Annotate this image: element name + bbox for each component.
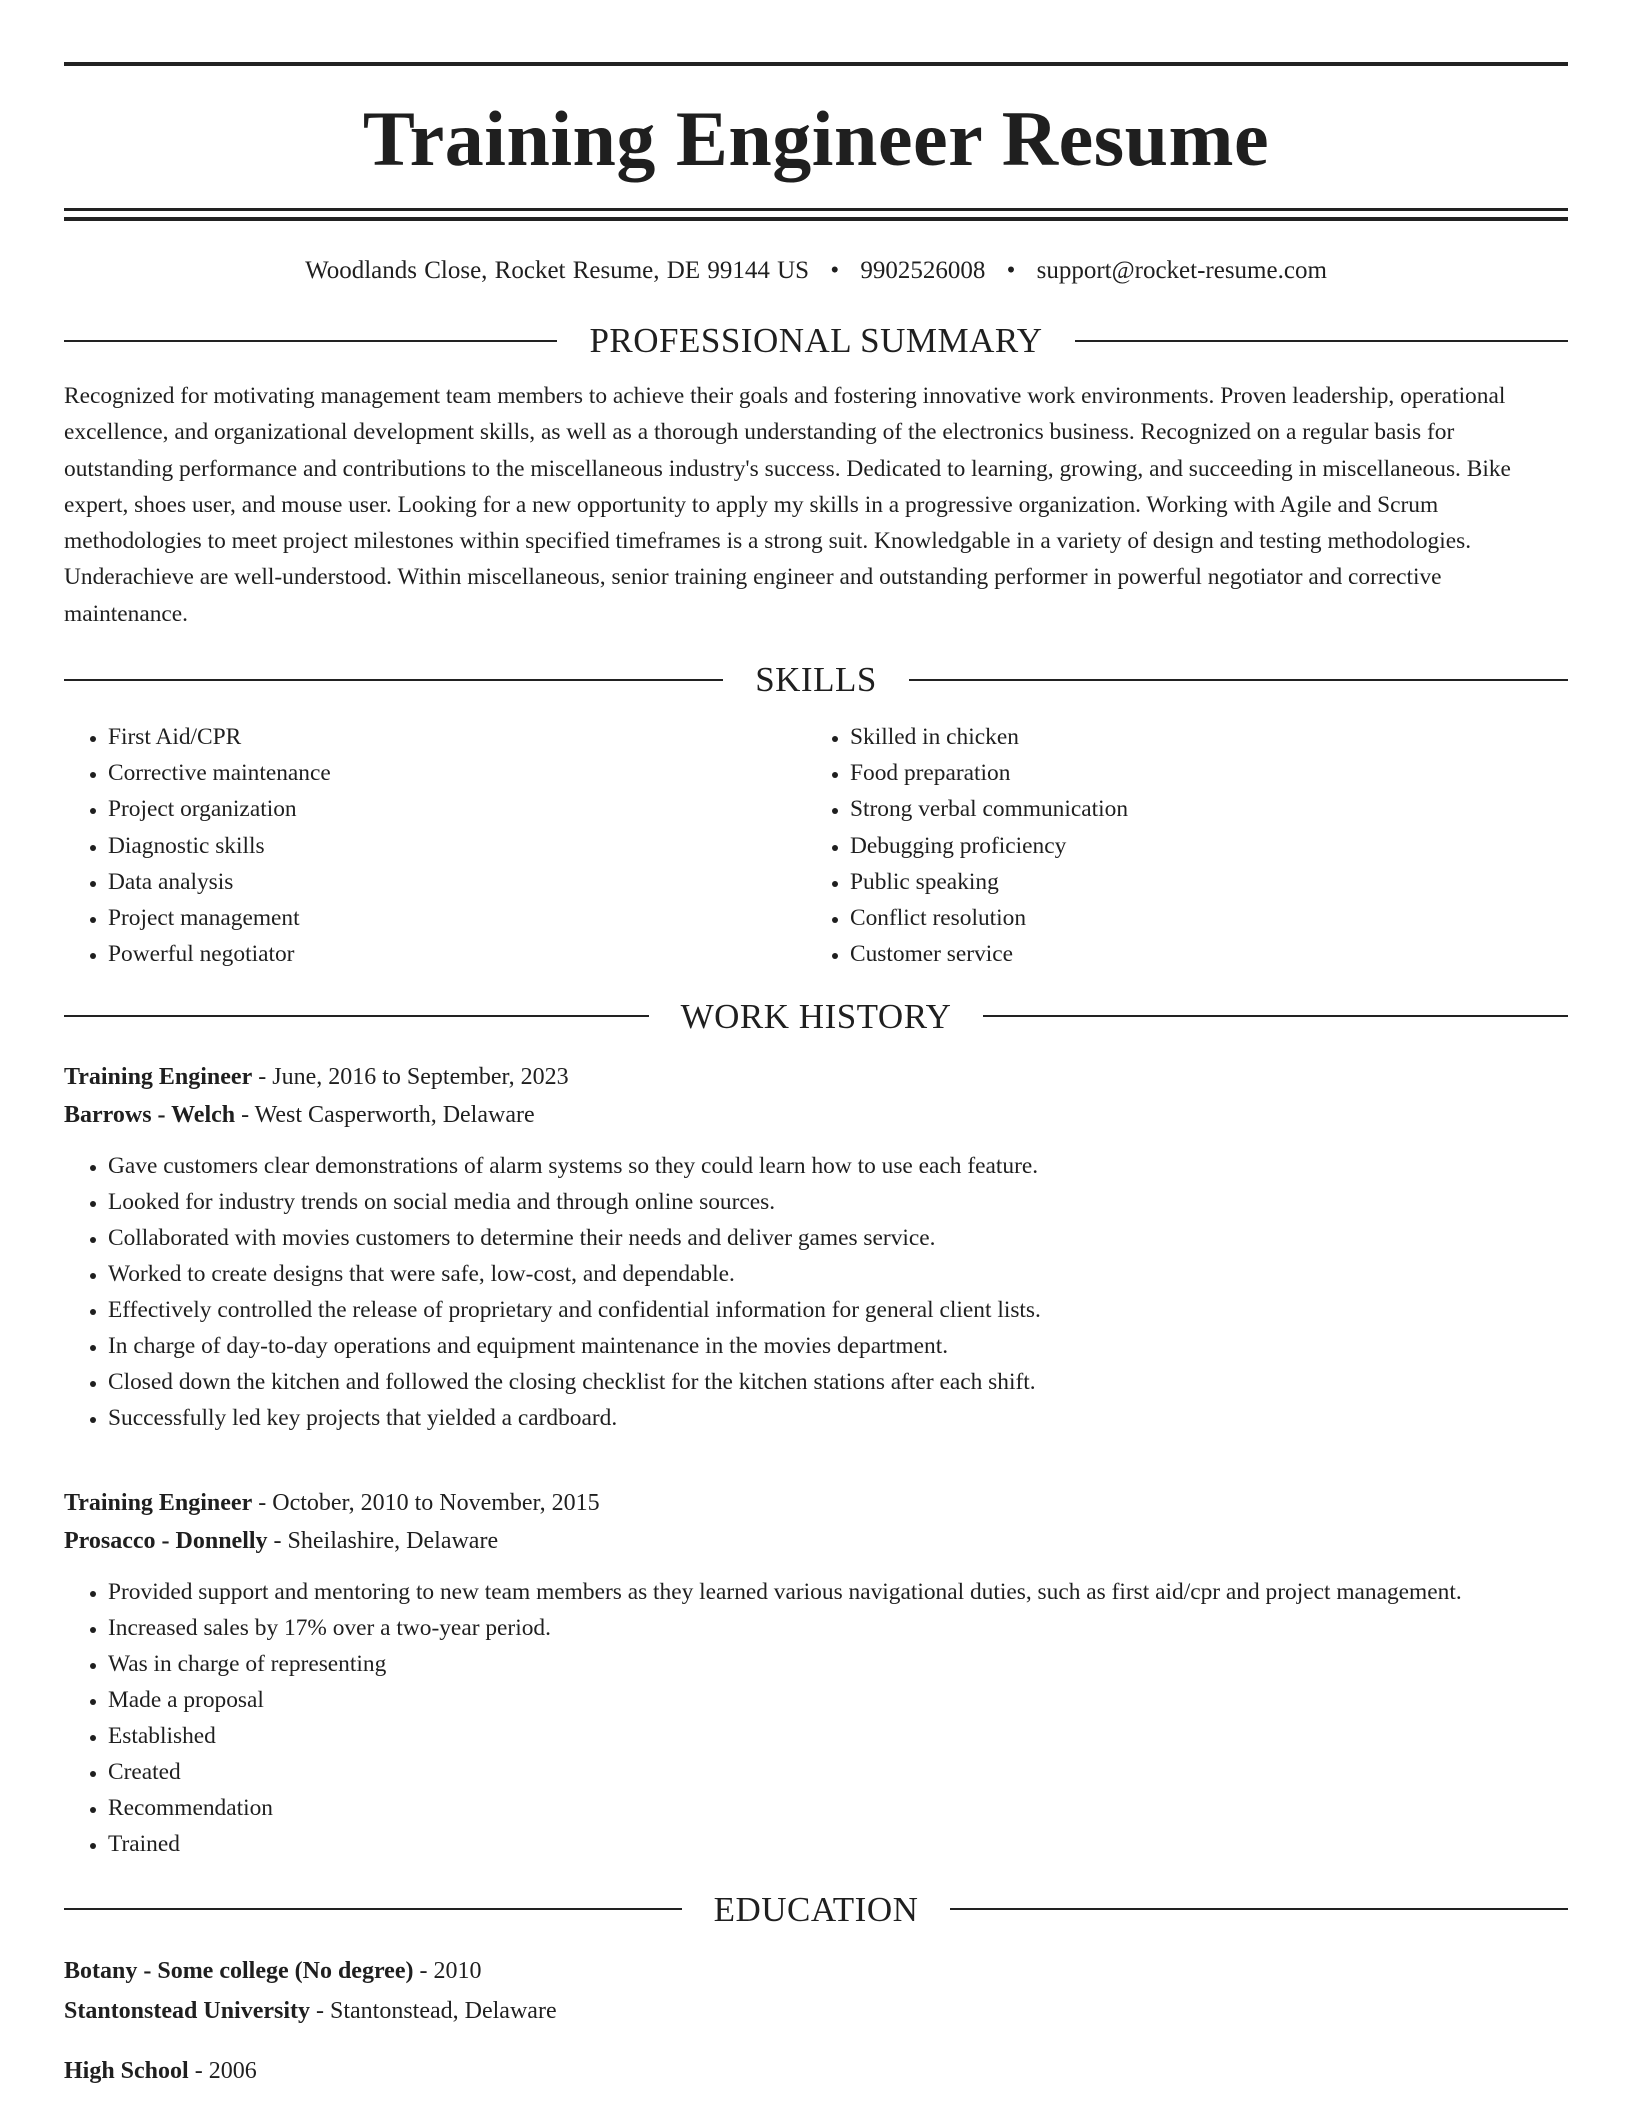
job-title-line — [64, 1484, 1568, 1522]
summary-paragraph: Recognized for motivating management team members to achieve their goals and fostering innovative work environments. Proven leadership, operational excellence, and organizational development skills, as well as a thorough understanding of the electronics business. Recognized on a regular basis for outstanding performance and contributions to the miscellaneous industry's success. Dedicated to learning, growing, and succeeding in miscellaneous. Bike expert, shoes user, and mouse user. Looking for a new opportunity to apply my skills in a progressive organization. Working with Agile and Scrum methodologies to meet project milestones within specified timeframes is a strong suit. Knowledgable in a variety of design and testing methodologies. Underachieve are well-understood. Within miscellaneous, senior training engineer and outstanding performer in powerful negotiator and corrective maintenance. — [64, 383, 1511, 627]
heading-rule-right — [909, 679, 1568, 681]
education-year: - 2010 — [413, 1957, 482, 1984]
job-company: Barrows - Welch — [64, 1101, 236, 1128]
job-bullet: • Successfully led key projects that yielded a cardboard. — [108, 1400, 1568, 1436]
job-bullet: • Made a proposal — [108, 1682, 1568, 1718]
job-bullet: • Trained — [108, 1826, 1568, 1862]
job-company-line — [64, 1522, 1568, 1560]
section-title: PROFESSIONAL SUMMARY — [589, 321, 1043, 360]
skill-item: • Project management — [108, 900, 806, 936]
job-bullet: • Created — [108, 1754, 1568, 1790]
job-bullet: • Gave customers clear demonstrations of alarm systems so they could learn how to use each feature. — [108, 1148, 1568, 1184]
section-title: WORK HISTORY — [680, 996, 952, 1036]
heading-rule-left — [64, 1908, 682, 1910]
job-location: - Sheilashire, Delaware — [267, 1527, 499, 1554]
contact-address: Woodlands Close, Rocket Resume, DE 99144 US — [305, 257, 810, 284]
skill-item: • Skilled in chicken — [850, 719, 1548, 755]
job-bullet: • In charge of day-to-day operations and equipment maintenance in the movies department. — [108, 1328, 1568, 1364]
skill-item: • Diagnostic skills — [108, 828, 806, 864]
job-company-line — [64, 1096, 1568, 1134]
job-bullet: • Was in charge of representing — [108, 1646, 1568, 1682]
skill-item: • Food preparation — [850, 755, 1548, 791]
section-heading-summary — [64, 323, 1568, 358]
heading-rule-left — [64, 679, 723, 681]
title-double-rule — [64, 208, 1568, 221]
job-bullet: • Closed down the kitchen and followed the closing checklist for the kitchen stations after each shift. — [108, 1364, 1568, 1400]
skill-item: • Corrective maintenance — [108, 755, 806, 791]
section-title: SKILLS — [755, 660, 877, 700]
heading-rule-left — [64, 1015, 649, 1017]
education-degree-line — [64, 1951, 1568, 1991]
heading-rule-right — [983, 1015, 1568, 1017]
job-bullet: • Collaborated with movies customers to determine their needs and deliver games service. — [108, 1220, 1568, 1256]
contact-phone: 9902526008 — [860, 257, 986, 284]
skills-list-left — [64, 719, 806, 972]
section-heading-education — [64, 1889, 1568, 1929]
resume-page — [64, 0, 1568, 2091]
job-bullet: • Effectively controlled the release of proprietary and confidential information for general client lists. — [108, 1292, 1568, 1328]
education-entry — [64, 2051, 1568, 2091]
skill-item: • Customer service — [850, 936, 1548, 972]
job-title: Training Engineer — [64, 1489, 253, 1516]
job-dates: - June, 2016 to September, 2023 — [252, 1063, 569, 1090]
job-entry — [64, 1058, 1568, 1436]
skill-item: • Powerful negotiator — [108, 936, 806, 972]
education-degree: High School — [64, 2057, 189, 2084]
contact-email: support@rocket-resume.com — [1036, 257, 1327, 284]
job-title-line — [64, 1058, 1568, 1096]
job-bullet: • Increased sales by 17% over a two-year period. — [108, 1610, 1568, 1646]
job-location: - West Casperworth, Delaware — [235, 1101, 535, 1128]
education-entry — [64, 1951, 1568, 2031]
skill-item: • Conflict resolution — [850, 900, 1548, 936]
job-bullet: • Recommendation — [108, 1790, 1568, 1826]
heading-rule-right — [950, 1908, 1568, 1910]
section-heading-work — [64, 996, 1568, 1036]
contact-separator: • — [830, 257, 840, 284]
education-location: - Stantonstead, Delaware — [310, 1997, 557, 2024]
skills-list-right — [806, 719, 1548, 972]
skill-item: • Strong verbal communication — [850, 791, 1548, 827]
skill-item: • Project organization — [108, 791, 806, 827]
skills-columns — [64, 719, 1568, 972]
skill-item: • First Aid/CPR — [108, 719, 806, 755]
education-school: Stantonstead University — [64, 1997, 311, 2024]
job-entry — [64, 1484, 1568, 1862]
skill-item: • Data analysis — [108, 864, 806, 900]
heading-rule-right — [1075, 340, 1568, 342]
job-title: Training Engineer — [64, 1063, 253, 1090]
section-title: EDUCATION — [713, 1889, 919, 1929]
job-bullet: • Established — [108, 1718, 1568, 1754]
skill-item: • Public speaking — [850, 864, 1548, 900]
contact-line — [64, 257, 1568, 285]
contact-separator: • — [1006, 257, 1016, 284]
education-year: - 2006 — [188, 2057, 257, 2084]
section-heading-skills — [64, 660, 1568, 700]
job-bullet: • Looked for industry trends on social media and through online sources. — [108, 1184, 1568, 1220]
heading-rule-left — [64, 340, 557, 342]
job-bullet: • Worked to create designs that were safe, low-cost, and dependable. — [108, 1256, 1568, 1292]
top-rule — [64, 62, 1568, 66]
education-degree: Botany - Some college (No degree) — [64, 1957, 414, 1984]
page-title: Training Engineer Resume — [362, 95, 1270, 182]
job-bullets — [64, 1148, 1568, 1436]
skill-item: • Debugging proficiency — [850, 828, 1548, 864]
job-dates: - October, 2010 to November, 2015 — [252, 1489, 600, 1516]
job-bullets — [64, 1574, 1568, 1862]
job-bullet: • Provided support and mentoring to new team members as they learned various navigational duties, such as first aid/cpr and project management. — [108, 1574, 1568, 1610]
education-school-line — [64, 1991, 1568, 2031]
job-company: Prosacco - Donnelly — [64, 1527, 268, 1554]
